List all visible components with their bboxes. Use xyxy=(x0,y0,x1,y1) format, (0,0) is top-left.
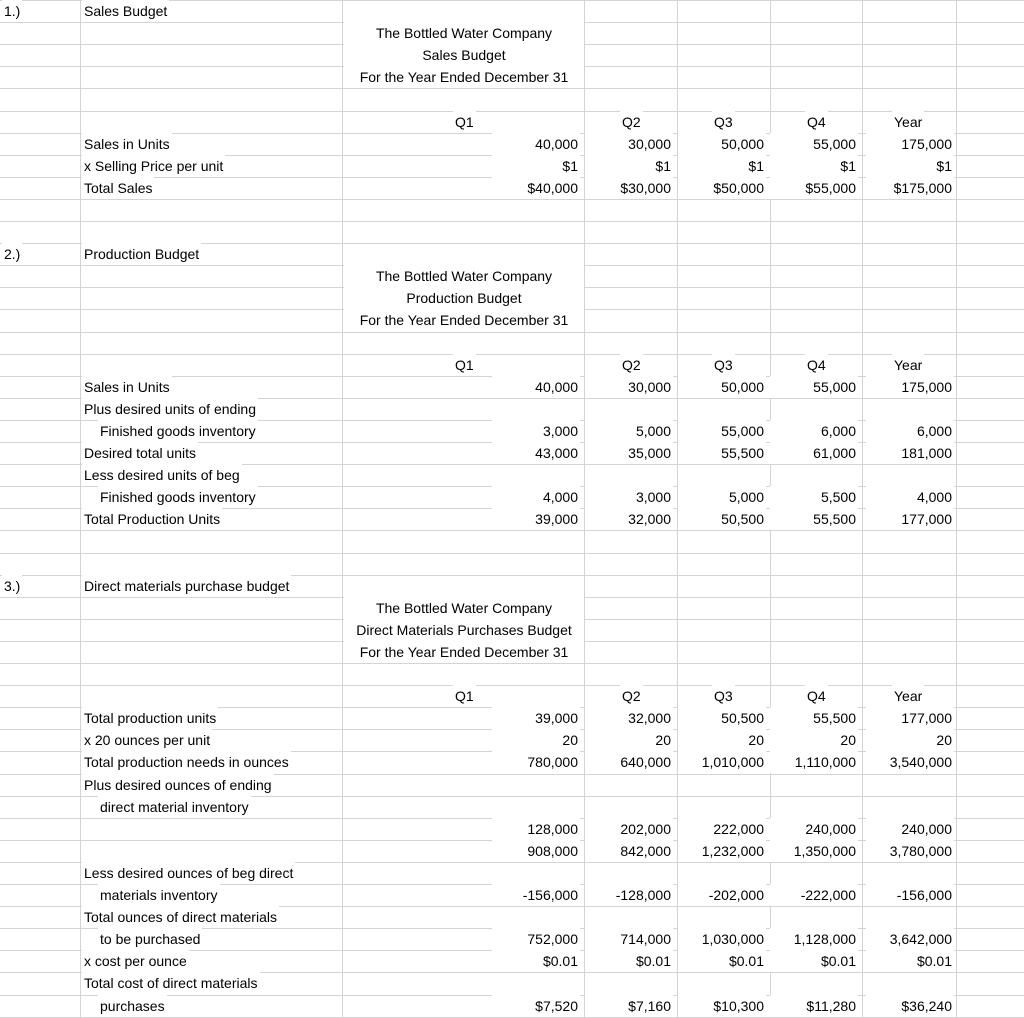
value-cell: 55,500 xyxy=(770,508,858,530)
row-gridline xyxy=(0,332,1024,333)
value-cell: 61,000 xyxy=(770,442,858,464)
value-cell: 3,642,000 xyxy=(866,928,954,950)
value-cell: $1 xyxy=(678,155,766,177)
column-gridline xyxy=(342,0,343,1018)
row-gridline xyxy=(0,553,1024,554)
value-cell: 4,000 xyxy=(866,486,954,508)
column-header-q1: Q1 xyxy=(453,111,476,133)
report-header-line: The Bottled Water Company xyxy=(344,597,584,619)
value-cell: 1,128,000 xyxy=(770,928,858,950)
value-cell: 3,780,000 xyxy=(866,840,954,862)
value-cell: -202,000 xyxy=(678,884,766,906)
value-cell: 222,000 xyxy=(678,818,766,840)
value-cell: 55,000 xyxy=(678,420,766,442)
section-number: 1.) xyxy=(2,0,22,22)
value-cell: 55,500 xyxy=(770,707,858,729)
value-cell: 30,000 xyxy=(585,133,673,155)
row-label: x cost per ounce xyxy=(82,950,189,972)
value-cell: 39,000 xyxy=(492,707,580,729)
value-cell: 842,000 xyxy=(585,840,673,862)
value-cell: 1,010,000 xyxy=(678,751,766,773)
value-cell: 50,000 xyxy=(678,133,766,155)
report-header-line: For the Year Ended December 31 xyxy=(344,66,584,88)
value-cell: $10,300 xyxy=(678,995,766,1017)
value-cell: 175,000 xyxy=(866,133,954,155)
column-header-q3: Q3 xyxy=(712,111,735,133)
value-cell: 20 xyxy=(678,729,766,751)
value-cell: 30,000 xyxy=(585,376,673,398)
section-number: 3.) xyxy=(2,575,22,597)
value-cell: 40,000 xyxy=(492,376,580,398)
value-cell: 908,000 xyxy=(492,840,580,862)
value-cell: -222,000 xyxy=(770,884,858,906)
value-cell: $0.01 xyxy=(585,950,673,972)
column-gridline xyxy=(80,0,81,1018)
value-cell: 3,000 xyxy=(492,420,580,442)
value-cell: 43,000 xyxy=(492,442,580,464)
value-cell: 35,000 xyxy=(585,442,673,464)
value-cell: $40,000 xyxy=(492,177,580,199)
value-cell: 780,000 xyxy=(492,751,580,773)
row-label: Plus desired ounces of ending xyxy=(82,774,274,796)
value-cell: 20 xyxy=(585,729,673,751)
row-label: Total Production Units xyxy=(82,508,222,530)
value-cell: 181,000 xyxy=(866,442,954,464)
value-cell: 1,232,000 xyxy=(678,840,766,862)
column-gridline xyxy=(956,0,957,1018)
row-label: Less desired ounces of beg direct xyxy=(82,862,295,884)
value-cell: $0.01 xyxy=(492,950,580,972)
value-cell: $1 xyxy=(585,155,673,177)
row-gridline xyxy=(0,111,1024,112)
value-cell: $1 xyxy=(770,155,858,177)
column-gridline xyxy=(862,0,863,1018)
value-cell: 5,000 xyxy=(585,420,673,442)
report-header-line: Direct Materials Purchases Budget xyxy=(344,619,584,641)
value-cell: 1,030,000 xyxy=(678,928,766,950)
value-cell: 5,500 xyxy=(770,486,858,508)
row-label: x Selling Price per unit xyxy=(82,155,225,177)
column-header-year: Year xyxy=(892,685,924,707)
row-gridline xyxy=(0,199,1024,200)
value-cell: $30,000 xyxy=(585,177,673,199)
value-cell: $1 xyxy=(492,155,580,177)
column-header-q4: Q4 xyxy=(805,111,828,133)
row-label: Total production units xyxy=(82,707,218,729)
value-cell: 55,000 xyxy=(770,376,858,398)
row-label: Sales in Units xyxy=(82,133,172,155)
column-header-q2: Q2 xyxy=(620,111,643,133)
section-number: 2.) xyxy=(2,243,22,265)
row-label: purchases xyxy=(98,995,167,1017)
value-cell: 3,540,000 xyxy=(866,751,954,773)
row-label: Total Sales xyxy=(82,177,154,199)
value-cell: 4,000 xyxy=(492,486,580,508)
report-header-line: The Bottled Water Company xyxy=(344,22,584,44)
column-header-q3: Q3 xyxy=(712,354,735,376)
value-cell: 177,000 xyxy=(866,508,954,530)
value-cell: 6,000 xyxy=(770,420,858,442)
row-label: direct material inventory xyxy=(98,796,251,818)
row-label: materials inventory xyxy=(98,884,220,906)
value-cell: $0.01 xyxy=(678,950,766,972)
value-cell: 40,000 xyxy=(492,133,580,155)
value-cell: $175,000 xyxy=(866,177,954,199)
value-cell: 240,000 xyxy=(866,818,954,840)
row-gridline xyxy=(0,354,1024,355)
value-cell: 50,500 xyxy=(678,707,766,729)
row-gridline xyxy=(0,88,1024,89)
value-cell: 20 xyxy=(866,729,954,751)
value-cell: 20 xyxy=(770,729,858,751)
value-cell: $7,160 xyxy=(585,995,673,1017)
value-cell: 3,000 xyxy=(585,486,673,508)
value-cell: -156,000 xyxy=(866,884,954,906)
value-cell: 55,500 xyxy=(678,442,766,464)
value-cell: $11,280 xyxy=(770,995,858,1017)
row-label: Sales in Units xyxy=(82,376,172,398)
column-header-q4: Q4 xyxy=(805,354,828,376)
row-gridline xyxy=(0,221,1024,222)
column-header-q3: Q3 xyxy=(712,685,735,707)
column-header-q2: Q2 xyxy=(620,354,643,376)
value-cell: $1 xyxy=(866,155,954,177)
value-cell: 6,000 xyxy=(866,420,954,442)
value-cell: 50,000 xyxy=(678,376,766,398)
value-cell: 32,000 xyxy=(585,707,673,729)
value-cell: 32,000 xyxy=(585,508,673,530)
column-header-q1: Q1 xyxy=(453,685,476,707)
report-header-line: Sales Budget xyxy=(344,44,584,66)
value-cell: $0.01 xyxy=(866,950,954,972)
value-cell: 714,000 xyxy=(585,928,673,950)
row-label: Finished goods inventory xyxy=(98,420,258,442)
row-label: Less desired units of beg xyxy=(82,464,242,486)
value-cell: 50,500 xyxy=(678,508,766,530)
value-cell: 1,110,000 xyxy=(770,751,858,773)
value-cell: 39,000 xyxy=(492,508,580,530)
section-label: Direct materials purchase budget xyxy=(82,575,291,597)
row-gridline xyxy=(0,663,1024,664)
row-label: x 20 ounces per unit xyxy=(82,729,212,751)
row-label: Finished goods inventory xyxy=(98,486,258,508)
row-gridline xyxy=(0,685,1024,686)
value-cell: 175,000 xyxy=(866,376,954,398)
value-cell: 177,000 xyxy=(866,707,954,729)
report-header-line: For the Year Ended December 31 xyxy=(344,309,584,331)
section-label: Sales Budget xyxy=(82,0,169,22)
column-header-q1: Q1 xyxy=(453,354,476,376)
value-cell: -128,000 xyxy=(585,884,673,906)
value-cell: $36,240 xyxy=(866,995,954,1017)
row-label: Total ounces of direct materials xyxy=(82,906,279,928)
column-header-q2: Q2 xyxy=(620,685,643,707)
value-cell: 640,000 xyxy=(585,751,673,773)
value-cell: 20 xyxy=(492,729,580,751)
section-label: Production Budget xyxy=(82,243,201,265)
report-header-line: Production Budget xyxy=(344,287,584,309)
value-cell: -156,000 xyxy=(492,884,580,906)
value-cell: 5,000 xyxy=(678,486,766,508)
row-label: Total cost of direct materials xyxy=(82,972,260,994)
value-cell: 1,350,000 xyxy=(770,840,858,862)
row-label: Total production needs in ounces xyxy=(82,751,291,773)
value-cell: 752,000 xyxy=(492,928,580,950)
value-cell: $7,520 xyxy=(492,995,580,1017)
column-header-year: Year xyxy=(892,354,924,376)
value-cell: $55,000 xyxy=(770,177,858,199)
row-label: Plus desired units of ending xyxy=(82,398,258,420)
value-cell: 55,000 xyxy=(770,133,858,155)
value-cell: 202,000 xyxy=(585,818,673,840)
value-cell: 240,000 xyxy=(770,818,858,840)
report-header-line: For the Year Ended December 31 xyxy=(344,641,584,663)
row-label: to be purchased xyxy=(98,928,202,950)
report-header-line: The Bottled Water Company xyxy=(344,265,584,287)
row-label: Desired total units xyxy=(82,442,198,464)
value-cell: $0.01 xyxy=(770,950,858,972)
row-gridline xyxy=(0,530,1024,531)
column-header-q4: Q4 xyxy=(805,685,828,707)
value-cell: 128,000 xyxy=(492,818,580,840)
value-cell: $50,000 xyxy=(678,177,766,199)
column-header-year: Year xyxy=(892,111,924,133)
